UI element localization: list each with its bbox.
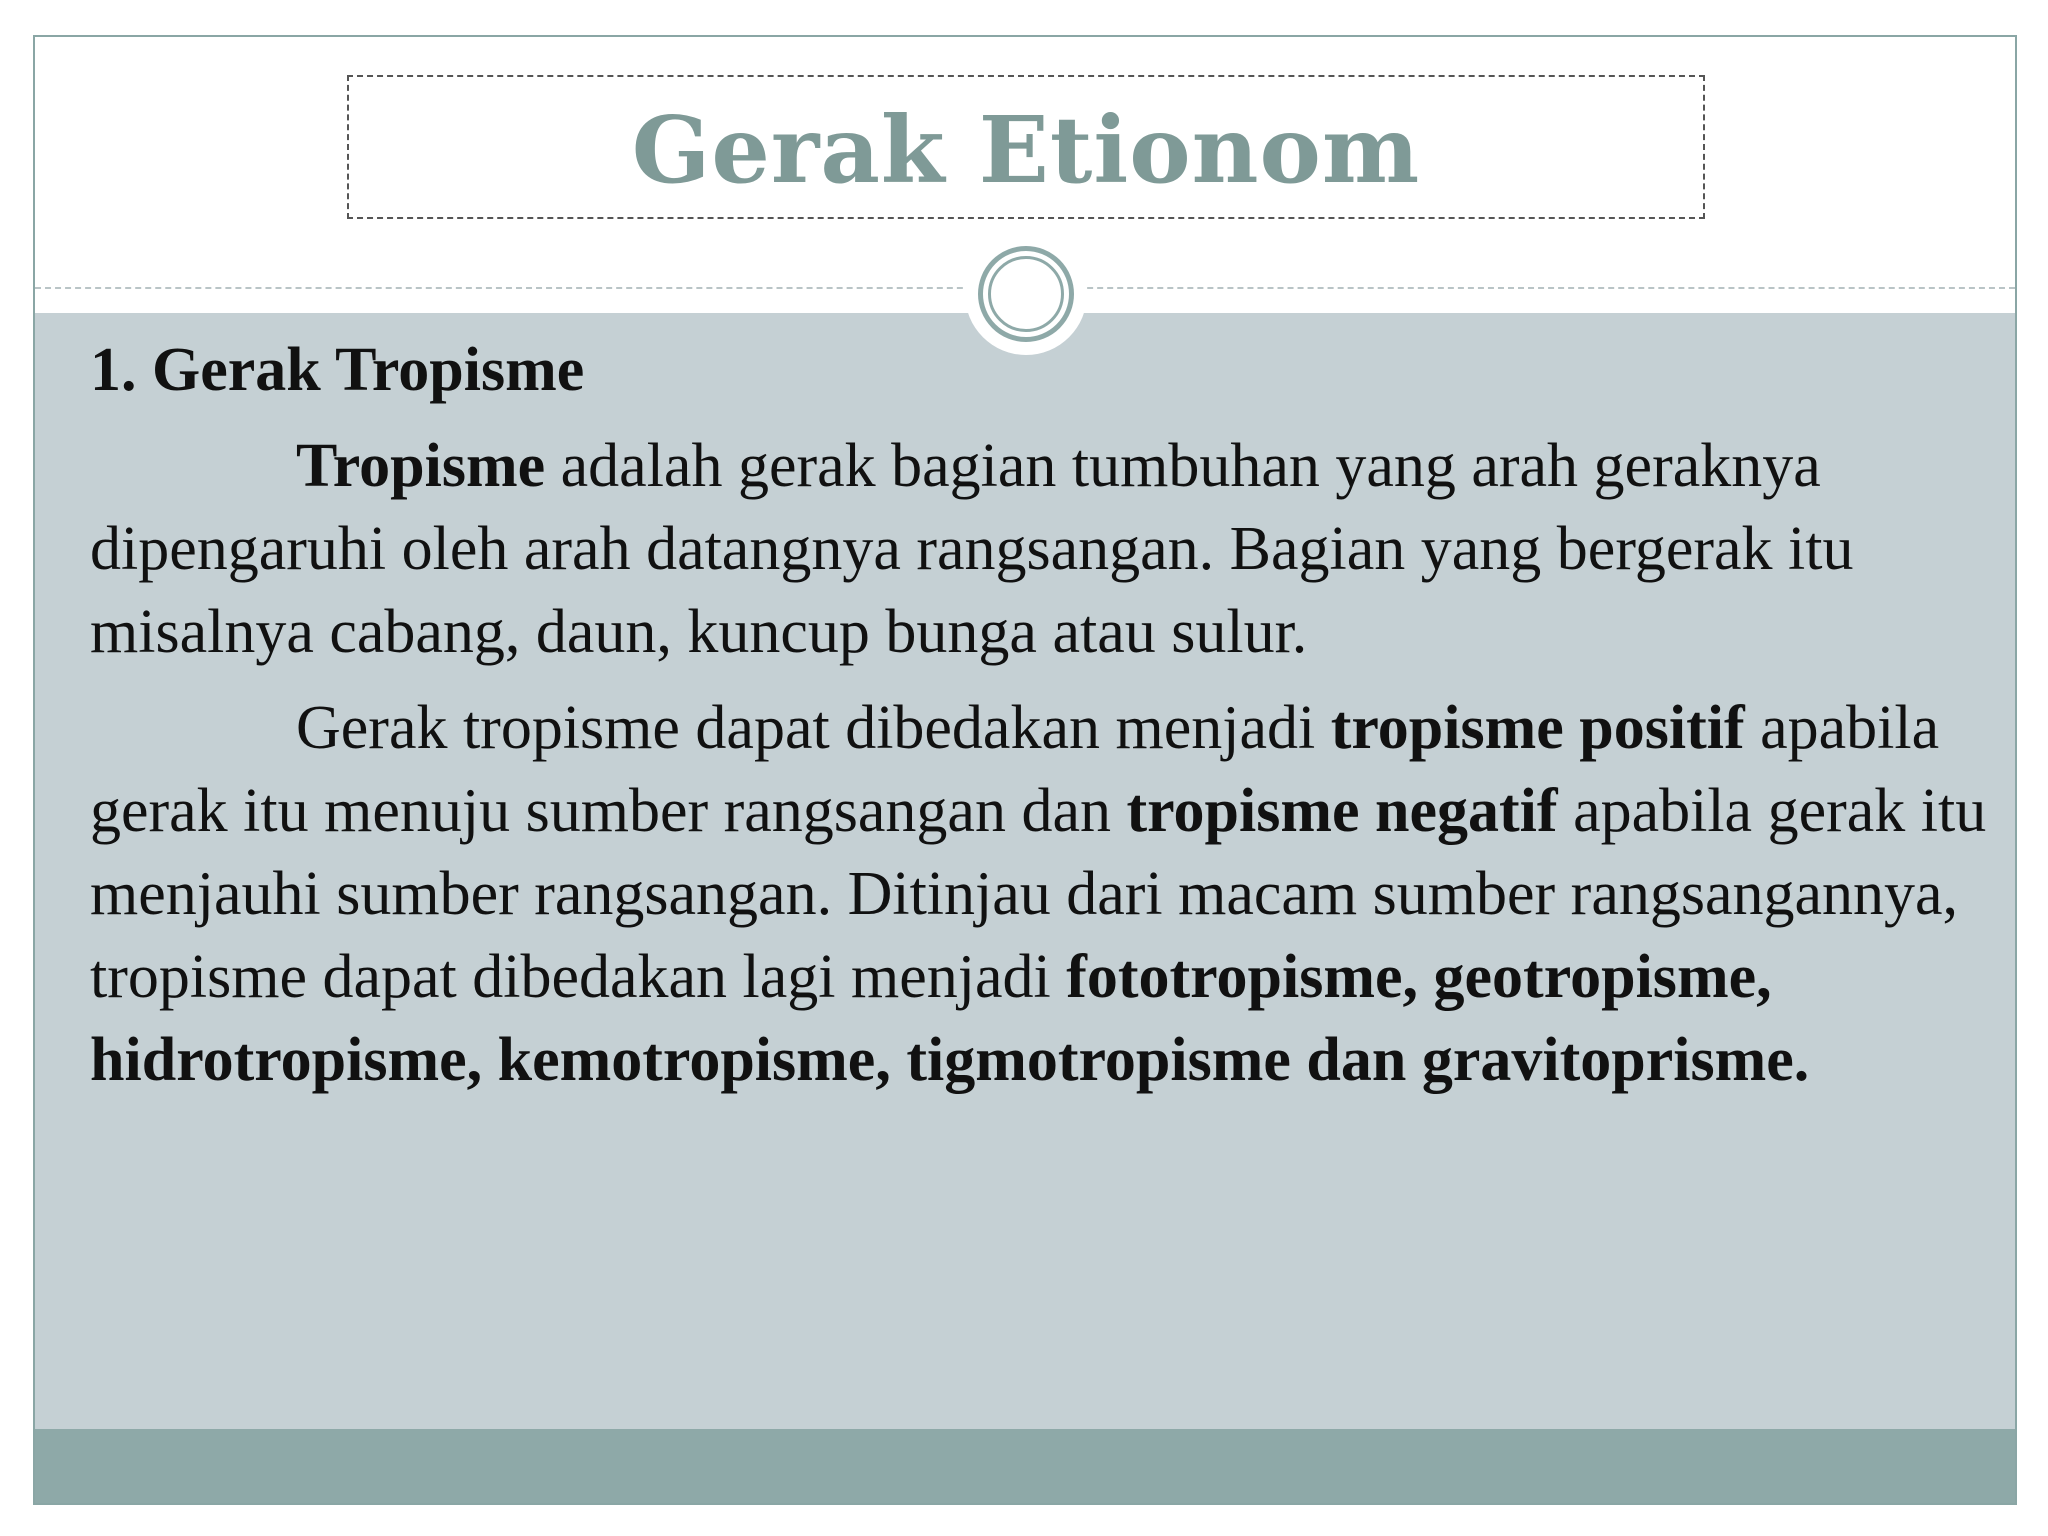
- content-textbox[interactable]: [90, 329, 1990, 1102]
- slide: [33, 35, 2017, 1505]
- paragraph2-text1: Gerak tropisme dapat dibedakan menjadi: [296, 694, 1331, 762]
- slide-title: Gerak Etionom: [631, 96, 1421, 204]
- paragraph2-text3: apabila gerak itu menjauhi sumber rangsangan. Ditinjau dari macam sumber rangsangannya, tropisme dapat dibedakan lagi menjadi: [90, 777, 1987, 1011]
- term-tropisme-negatif: tropisme negatif: [1126, 777, 1558, 845]
- circle-ornament-inner-icon: [988, 256, 1064, 332]
- paragraph1-text: adalah gerak bagian tumbuhan yang arah geraknya dipengaruhi oleh arah datangnya rangsangan. Bagian yang bergerak itu misalnya cabang, daun, kuncup bunga atau sulur.: [90, 432, 1854, 666]
- footer-bar: [35, 1429, 2015, 1503]
- paragraph-tropisme-definition: [90, 425, 1990, 674]
- paragraph-tropisme-types: [90, 687, 1990, 1102]
- paragraph2-text2: apabila gerak itu menuju sumber rangsangan dan: [90, 694, 1940, 845]
- term-tropisme: Tropisme: [296, 432, 546, 500]
- term-tropisme-kinds: fototropisme, geotropisme, hidrotropisme, kemotropisme, tigmotropisme dan gravitoprisme.: [90, 943, 1810, 1094]
- term-tropisme-positif: tropisme positif: [1330, 694, 1745, 762]
- section-heading: 1. Gerak Tropisme: [90, 336, 585, 404]
- title-placeholder[interactable]: [347, 75, 1705, 219]
